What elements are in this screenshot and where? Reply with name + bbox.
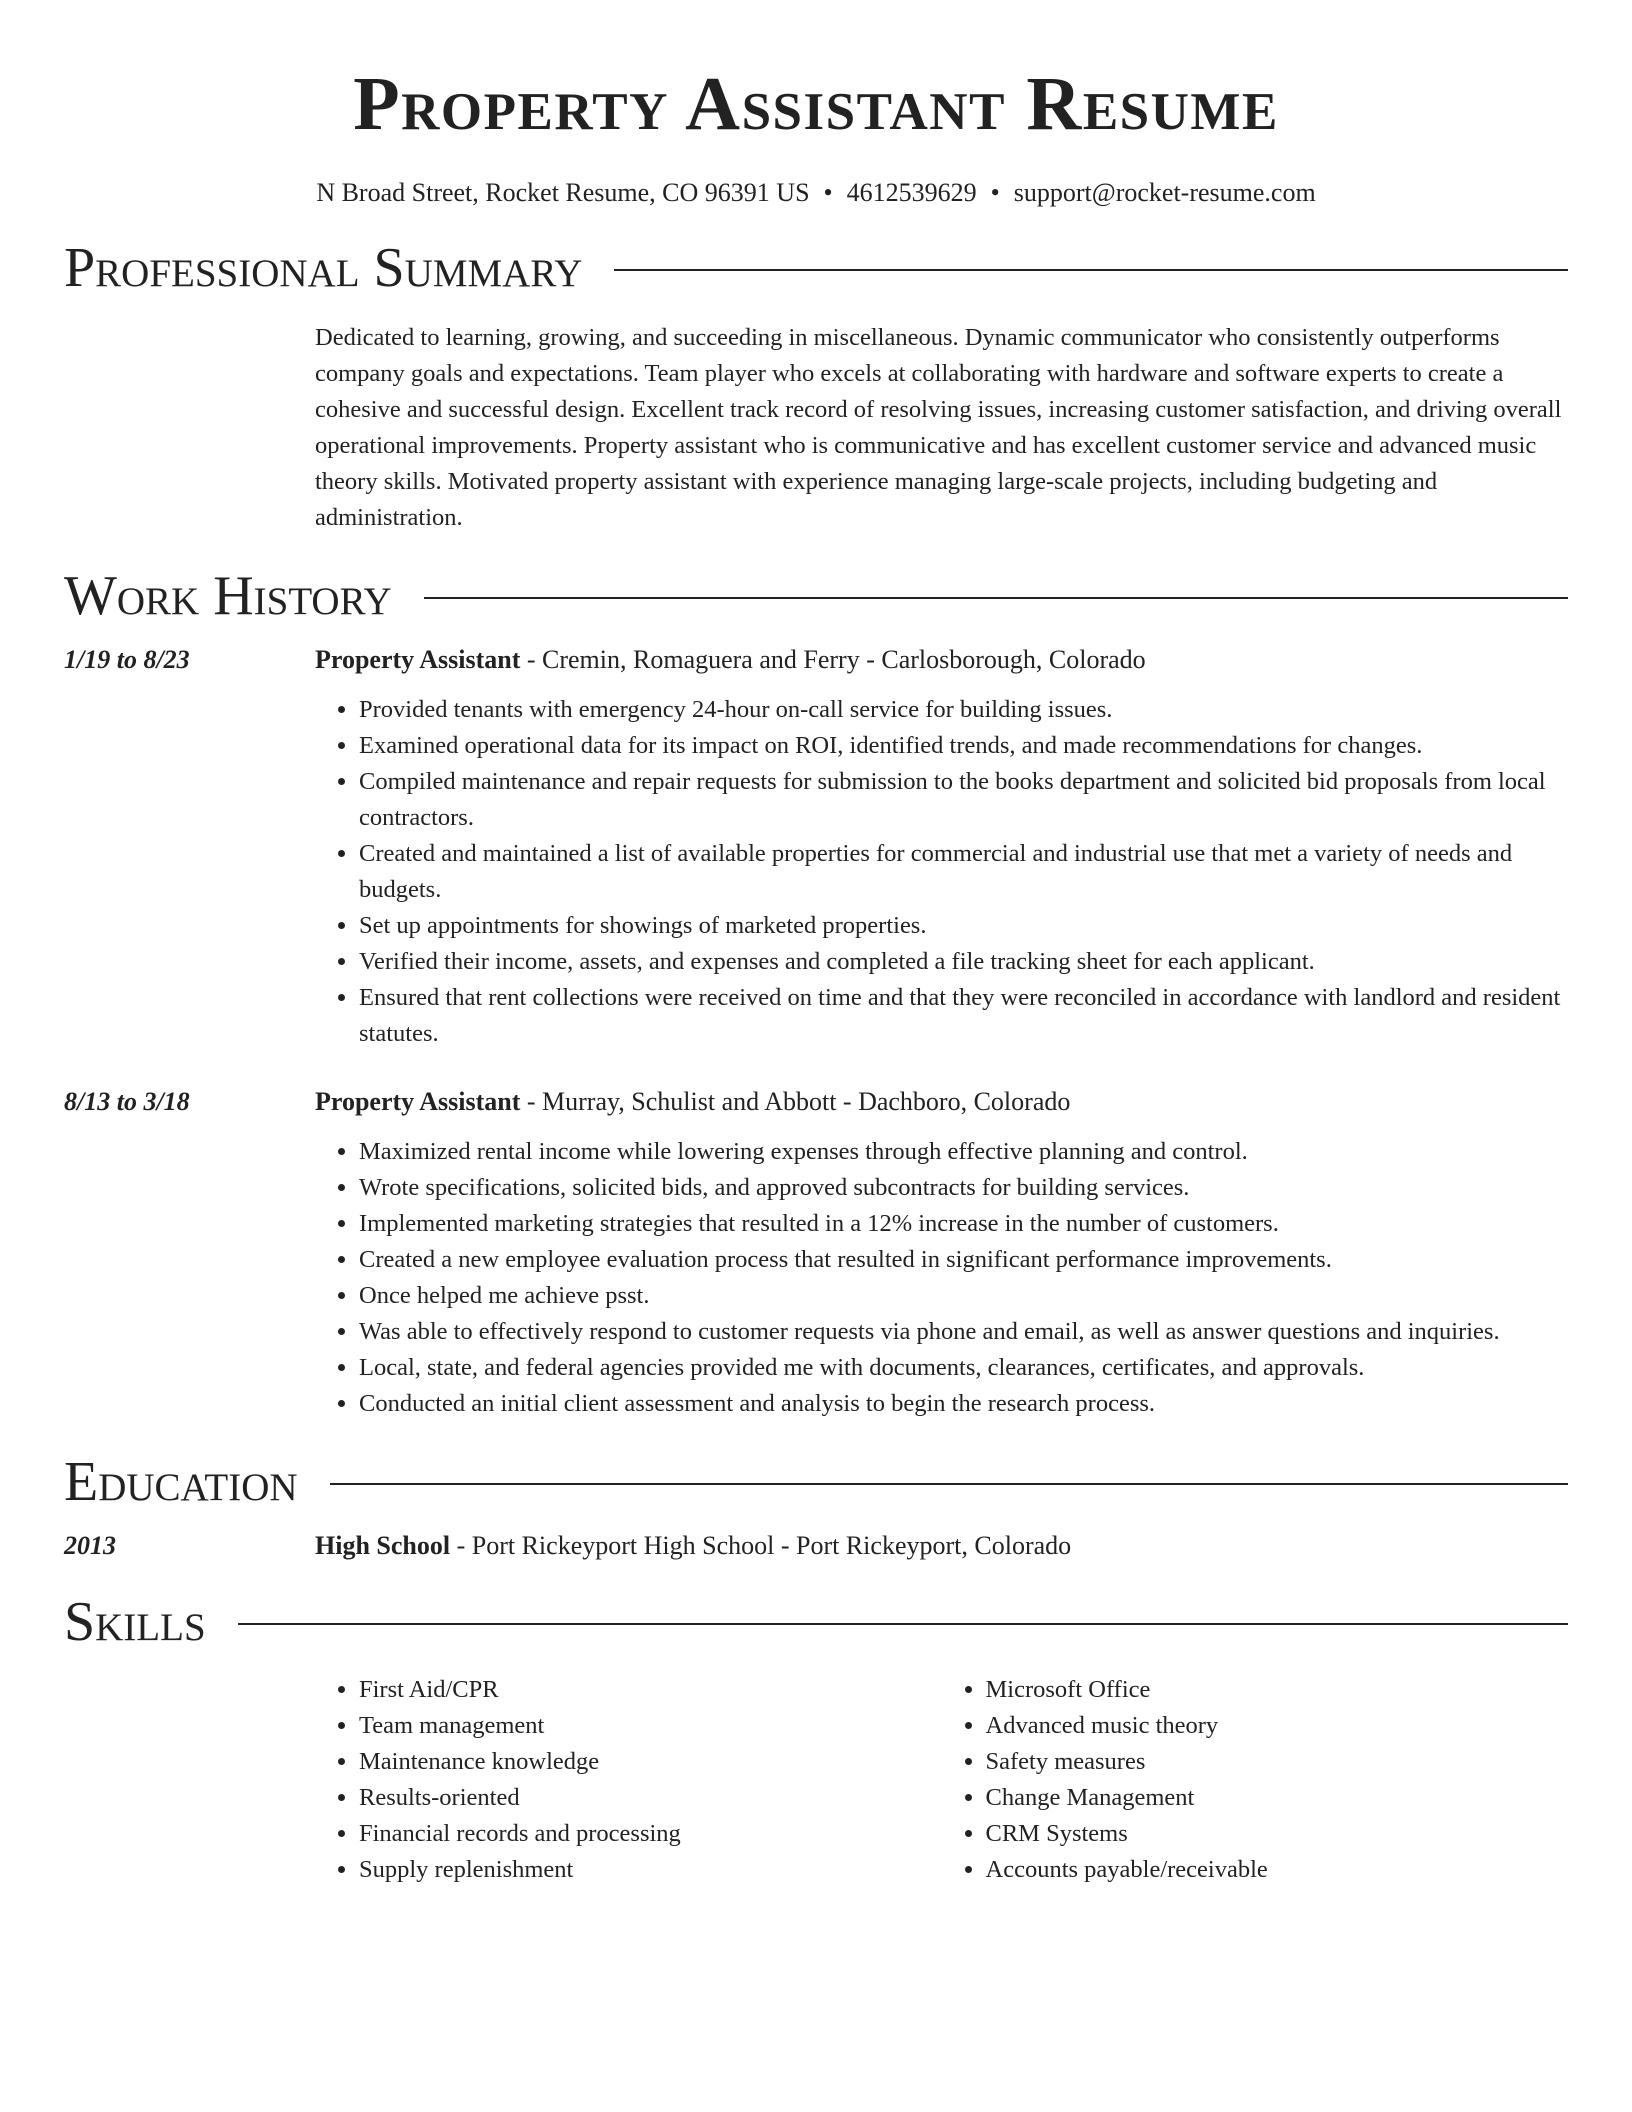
job-bullet-list <box>315 1134 1568 1422</box>
job-bullets-container <box>315 678 1568 1052</box>
skill-item: • Maintenance knowledge <box>359 1744 942 1780</box>
job-bullets-row <box>64 1120 1568 1422</box>
job-entry <box>64 1084 1568 1422</box>
work-history-section <box>64 562 1568 1422</box>
education-heading: Education <box>64 1451 298 1513</box>
skill-item: • Accounts payable/receivable <box>986 1852 1569 1888</box>
skill-item: • Microsoft Office <box>986 1672 1569 1708</box>
section-divider <box>238 1623 1568 1625</box>
skills-list-left <box>315 1672 942 1888</box>
summary-text: Dedicated to learning, growing, and succeeding in miscellaneous. Dynamic communicator who consistently outperforms company goals and expectations. Team player who excels at collaborating with hardware and software experts to create a cohesive and successful design. Excellent track record of resolving issues, increasing customer satisfaction, and driving overall operational improvements. Property assistant who is communicative and has excellent customer service and advanced music theory skills. Motivated property assistant with experience managing large-scale projects, including budgeting and administration. <box>315 324 1562 531</box>
skills-section-header <box>64 1588 1568 1656</box>
skills-list-right <box>942 1672 1569 1888</box>
summary-heading: Professional Summary <box>64 237 583 299</box>
skill-item: • Team management <box>359 1708 942 1744</box>
job-bullet-list <box>315 692 1568 1052</box>
job-bullet: • Implemented marketing strategies that resulted in a 12% increase in the number of customers. <box>359 1206 1568 1242</box>
skill-item: • CRM Systems <box>986 1816 1569 1852</box>
skills-columns <box>315 1672 1568 1888</box>
resume-title: Property Assistant Resume <box>353 62 1279 146</box>
summary-spacer <box>64 320 315 536</box>
summary-section-header <box>64 234 1568 302</box>
contact-separator: • <box>823 178 833 207</box>
summary-row <box>64 320 1568 536</box>
skills-heading: Skills <box>64 1591 206 1653</box>
work-history-heading: Work History <box>64 565 392 627</box>
job-bullets-container <box>315 1120 1568 1422</box>
skill-item: • Safety measures <box>986 1744 1569 1780</box>
contact-phone: 4612539629 <box>846 178 977 207</box>
job-bullet: • Compiled maintenance and repair requests for submission to the books department and solicited bid proposals from local contractors. <box>359 764 1568 836</box>
section-divider <box>614 269 1568 271</box>
job-bullet: • Examined operational data for its impact on ROI, identified trends, and made recommendations for changes. <box>359 728 1568 764</box>
job-bullet: • Wrote specifications, solicited bids, and approved subcontracts for building services. <box>359 1170 1568 1206</box>
job-entry <box>64 642 1568 1052</box>
job-dates: 8/13 to 3/18 <box>64 1087 190 1116</box>
skills-row <box>64 1672 1568 1888</box>
skills-spacer <box>64 1672 315 1888</box>
job-bullet: • Maximized rental income while lowering expenses through effective planning and control. <box>359 1134 1568 1170</box>
job-employer: - Cremin, Romaguera and Ferry - Carlosborough, Colorado <box>520 645 1146 674</box>
job-title-line <box>315 642 1568 678</box>
job-bullet: • Created a new employee evaluation process that resulted in significant performance improvements. <box>359 1242 1568 1278</box>
skill-item: • Financial records and processing <box>359 1816 942 1852</box>
summary-section <box>64 234 1568 536</box>
job-bullet: • Was able to effectively respond to customer requests via phone and email, as well as answer questions and inquiries. <box>359 1314 1568 1350</box>
education-section <box>64 1448 1568 1564</box>
job-bullet: • Conducted an initial client assessment and analysis to begin the research process. <box>359 1386 1568 1422</box>
work-history-section-header <box>64 562 1568 630</box>
job-bullet: • Once helped me achieve psst. <box>359 1278 1568 1314</box>
job-dates: 1/19 to 8/23 <box>64 645 190 674</box>
skill-item: • Advanced music theory <box>986 1708 1569 1744</box>
contact-address: N Broad Street, Rocket Resume, CO 96391 US <box>316 178 810 207</box>
education-line <box>315 1528 1568 1564</box>
job-employer: - Murray, Schulist and Abbott - Dachboro, Colorado <box>520 1087 1071 1116</box>
job-header-row <box>64 642 1568 678</box>
contact-email: support@rocket-resume.com <box>1013 178 1316 207</box>
job-bullets-row <box>64 678 1568 1052</box>
job-bullet: • Verified their income, assets, and expenses and completed a file tracking sheet for each applicant. <box>359 944 1568 980</box>
job-role: Property Assistant <box>315 1087 521 1116</box>
skill-item: • Change Management <box>986 1780 1569 1816</box>
resume-page <box>64 60 1568 1888</box>
job-bullet: • Ensured that rent collections were received on time and that they were reconciled in accordance with landlord and resident statutes. <box>359 980 1568 1052</box>
job-role: Property Assistant <box>315 645 521 674</box>
job-title-line <box>315 1084 1568 1120</box>
skills-section <box>64 1588 1568 1888</box>
education-entry <box>64 1528 1568 1564</box>
job-header-row <box>64 1084 1568 1120</box>
job-bullet: • Local, state, and federal agencies provided me with documents, clearances, certificates, and approvals. <box>359 1350 1568 1386</box>
job-bullet: • Set up appointments for showings of marketed properties. <box>359 908 1568 944</box>
education-section-header <box>64 1448 1568 1516</box>
job-bullets-spacer <box>64 678 315 1052</box>
contact-line <box>64 176 1568 210</box>
education-year: 2013 <box>64 1531 116 1560</box>
section-divider <box>424 597 1568 599</box>
skill-item: • First Aid/CPR <box>359 1672 942 1708</box>
education-degree: High School <box>315 1531 451 1560</box>
job-bullet: • Created and maintained a list of available properties for commercial and industrial use that met a variety of needs and budgets. <box>359 836 1568 908</box>
skill-item: • Supply replenishment <box>359 1852 942 1888</box>
education-school: - Port Rickeyport High School - Port Rickeyport, Colorado <box>450 1531 1072 1560</box>
job-bullet: • Provided tenants with emergency 24-hour on-call service for building issues. <box>359 692 1568 728</box>
job-bullets-spacer <box>64 1120 315 1422</box>
skill-item: • Results-oriented <box>359 1780 942 1816</box>
section-divider <box>330 1483 1568 1485</box>
contact-separator: • <box>990 178 1000 207</box>
